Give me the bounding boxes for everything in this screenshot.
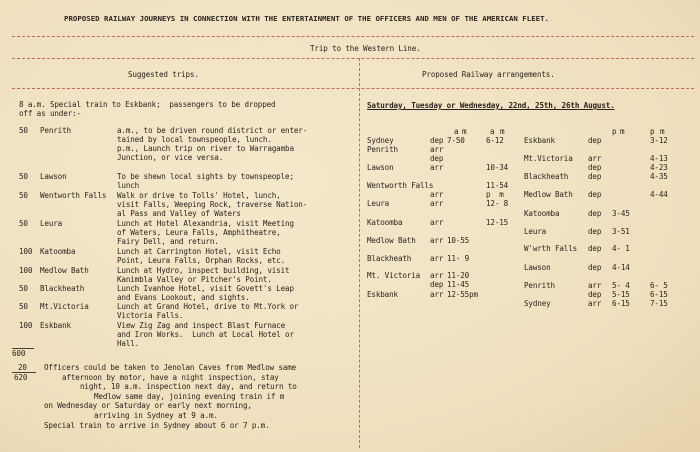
trip-description-line: of Waters, Leura Falls, Amphitheatre, (117, 228, 281, 237)
trip-description-line: al Pass and Valley of Waters (117, 209, 241, 218)
timetable-mode: arr (430, 290, 444, 299)
timetable-time: 3-51 (612, 227, 630, 236)
grand-total: 620 (14, 373, 28, 382)
timetable-time: 11-54 (486, 181, 509, 190)
timetable-time: 7-15 (650, 299, 668, 308)
trip-place: Penrith (40, 126, 71, 135)
timetable-header-unit: p (612, 127, 617, 136)
timetable-station: Sydney (524, 299, 551, 308)
timetable-header-unit: m (500, 127, 505, 136)
timetable-time: 4-44 (650, 190, 668, 199)
trip-count: 100 (19, 247, 33, 256)
timetable-mode: arr (430, 236, 444, 245)
trip-description-line: Lunch at Hotel Alexandria, visit Meeting (117, 219, 294, 228)
trip-count: 100 (19, 266, 33, 275)
timetable-time: 11-20 (447, 271, 470, 280)
timetable-mode: dep (588, 163, 602, 172)
timetable-mode: arr (588, 154, 602, 163)
trip-count: 50 (19, 172, 28, 181)
trip-description-line: tained by local townspeople, lunch. (117, 135, 272, 144)
timetable-station: Wentworth Falls (367, 181, 434, 190)
total-count: 600 (12, 349, 26, 358)
timetable-mode: dep (588, 227, 602, 236)
caves-note-line: afternoon by motor, have a night inspection, stay (62, 372, 279, 382)
caves-note-line: Officers could be taken to Jenolan Caves from Medlow same (44, 363, 297, 372)
timetable-time: 6-15 (612, 299, 630, 308)
trip-description-line: Lunch at Grand Hotel, drive to Mt.York or (117, 302, 299, 311)
timetable-mode: dep (588, 209, 602, 218)
timetable-station: Katoomba (524, 209, 560, 218)
trip-description-line: Lunch at Hydro, inspect building, visit (117, 266, 290, 275)
timetable-mode: dep (588, 190, 602, 199)
timetable-station: Eskbank (524, 136, 555, 145)
timetable-time: 12-55pm (447, 290, 478, 299)
trip-description-line: Lunch Ivanhoe Hotel, visit Govett's Leap (117, 284, 294, 293)
trip-place: Medlow Bath (40, 266, 89, 275)
timetable-time: 4-23 (650, 163, 668, 172)
timetable-time: 5- 4 (612, 281, 630, 290)
timetable-time: 12-15 (486, 218, 509, 227)
caves-count: 20 (18, 363, 27, 372)
timetable-station: Lawson (524, 263, 551, 272)
timetable-header-unit: p (650, 127, 655, 136)
timetable-mode: arr (588, 299, 602, 308)
trip-description-line: lunch (117, 181, 140, 190)
timetable-mode: dep (588, 136, 602, 145)
caves-note-line: Medlow same day, joining evening train if m (94, 391, 285, 401)
caves-note-line: Special train to arrive in Sydney about 6 or 7 p.m. (44, 420, 270, 430)
timetable-mode: arr (430, 199, 444, 208)
schedule-heading: Saturday, Tuesday or Wednesday, 22nd, 25th, 26th August. (367, 101, 615, 110)
trip-description-line: Fairy Dell, and return. (117, 237, 219, 246)
trip-description-line: a.m., to be driven round district or enter- (117, 126, 308, 135)
trip-place: Katoomba (40, 247, 76, 256)
timetable-mode: dep (430, 136, 444, 145)
trip-description-line: and Evans Lookout, and sights. (117, 293, 250, 302)
timetable-station: Eskbank (367, 290, 398, 299)
trip-place: Lawson (40, 172, 67, 181)
timetable-time: 6-15 (650, 290, 668, 299)
trip-description-line: Point, Leura Falls, Orphan Rocks, etc. (117, 256, 286, 265)
timetable-time: 10-55 (447, 236, 470, 245)
column-divider (359, 58, 360, 448)
trip-description-line: View Zig Zag and inspect Blast Furnace (117, 321, 286, 330)
header-rule-top (12, 58, 694, 59)
timetable-mode: dep (430, 280, 444, 289)
timetable-header-unit: m (462, 127, 467, 136)
trip-description-line: visit Falls, Weeping Rock, traverse Nation- (117, 200, 308, 209)
trip-count: 50 (19, 126, 28, 135)
timetable-time: 3-12 (650, 136, 668, 145)
trip-place: Mt.Victoria (40, 302, 89, 311)
timetable-station: Sydney (367, 136, 394, 145)
timetable-mode: dep (588, 290, 602, 299)
timetable-mode: dep (430, 154, 444, 163)
right-column-header: Proposed Railway arrangements. (422, 70, 555, 79)
trip-count: 50 (19, 302, 28, 311)
trip-description-line: To be shewn local sights by townspeople; (117, 172, 294, 181)
header-rule-bottom (12, 88, 694, 89)
intro-line: 8 a.m. Special train to Eskbank; passengers to be dropped (19, 100, 276, 109)
trip-count: 50 (19, 284, 28, 293)
trip-description-line: Hall. (117, 339, 140, 348)
caves-note-line: night, 10 a.m. inspection next day, and return to (80, 382, 297, 392)
timetable-time: 4-14 (612, 263, 630, 272)
timetable-mode: dep (588, 263, 602, 272)
timetable-time: 11- 9 (447, 254, 470, 263)
timetable-header-unit: m (620, 127, 625, 136)
document-title: PROPOSED RAILWAY JOURNEYS IN CONNECTION WITH THE ENTERTAINMENT OF THE OFFICERS AND MEN OF THE AMERICAN FLEET. (64, 14, 549, 23)
caves-note-line: arriving in Sydney at 9 a.m. (94, 411, 218, 420)
timetable-header-unit: a (490, 127, 495, 136)
timetable-station: Medlow Bath (367, 236, 416, 245)
timetable-station: Medlow Bath (524, 190, 573, 199)
trip-description-line: Victoria Falls. (117, 311, 184, 320)
trip-description-line: Kanimbla Valley or Pitcher's Point. (117, 275, 272, 284)
timetable-time: 5-15 (612, 290, 630, 299)
timetable-time: 6-12 (486, 136, 504, 145)
timetable-header-unit: m (660, 127, 665, 136)
timetable-mode: arr (430, 218, 444, 227)
timetable-station: Lawson (367, 163, 394, 172)
timetable-time: 11-45 (447, 280, 470, 289)
timetable-time: 4-13 (650, 154, 668, 163)
trip-place: Eskbank (40, 321, 71, 330)
timetable-mode: arr (430, 271, 444, 280)
top-divider (12, 36, 694, 37)
timetable-time: 12- 8 (486, 199, 509, 208)
trip-place: Wentworth Falls (40, 191, 107, 200)
timetable-station: Leura (524, 227, 547, 236)
subtitle: Trip to the Western Line. (310, 44, 421, 53)
timetable-station: Blackheath (367, 254, 412, 263)
timetable-mode: arr (430, 190, 444, 199)
timetable-mode: arr (588, 281, 602, 290)
trip-description-line: Junction, or vice versa. (117, 153, 224, 162)
trip-count: 50 (19, 191, 28, 200)
timetable-time: 4- 1 (612, 244, 630, 253)
timetable-time: 3-45 (612, 209, 630, 218)
trip-description-line: Lunch at Carrington Hotel, visit Echo (117, 247, 281, 256)
timetable-mode: arr (430, 254, 444, 263)
left-column-header: Suggested trips. (128, 70, 199, 79)
timetable-station: Penrith (524, 281, 555, 290)
timetable-station: W'wrth Falls (524, 244, 578, 253)
timetable-mode: arr (430, 163, 444, 172)
trip-description-line: Walk or drive to Tolls' Hotel, lunch, (117, 191, 281, 200)
trip-description-line: and Iron Works. Lunch at Local Hotel or (117, 330, 294, 339)
timetable-station: Penrith (367, 145, 398, 154)
timetable-time: 10-34 (486, 163, 509, 172)
intro-line: off as under:- (19, 109, 81, 118)
timetable-time: p m (486, 190, 504, 199)
timetable-station: Mt.Victoria (524, 154, 573, 163)
caves-note-line: on Wednesday or Saturday or early next morning, (44, 401, 252, 411)
timetable-header-unit: a (454, 127, 459, 136)
timetable-mode: dep (588, 244, 602, 253)
trip-place: Leura (40, 219, 63, 228)
timetable-time: 4-35 (650, 172, 668, 181)
timetable-time: 6- 5 (650, 281, 668, 290)
trip-count: 100 (19, 321, 33, 330)
timetable-station: Katoomba (367, 218, 403, 227)
trip-description-line: p.m., Launch trip on river to Warragamba (117, 144, 294, 153)
timetable-station: Blackheath (524, 172, 569, 181)
timetable-mode: arr (430, 145, 444, 154)
trip-place: Blackheath (40, 284, 85, 293)
timetable-time: 7-50 (447, 136, 465, 145)
timetable-station: Leura (367, 199, 390, 208)
timetable-mode: dep (588, 172, 602, 181)
timetable-station: Mt. Victoria (367, 271, 421, 280)
trip-count: 50 (19, 219, 28, 228)
